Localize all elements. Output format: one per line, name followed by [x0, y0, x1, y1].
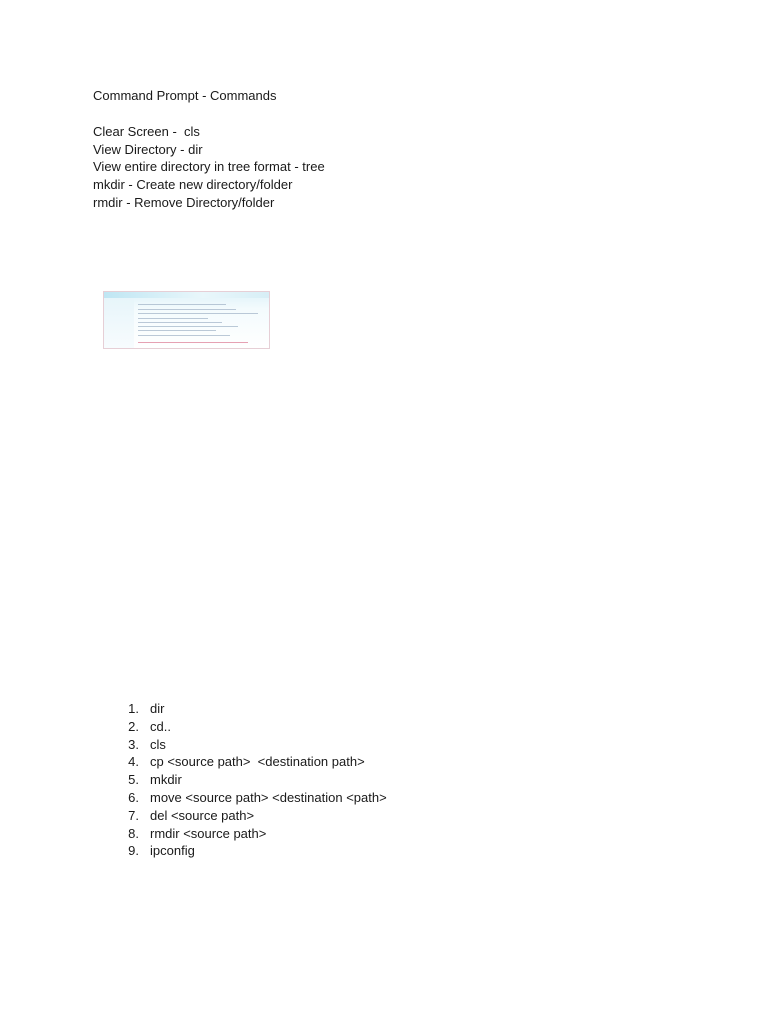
list-item-number: 1. — [128, 701, 139, 716]
list-item-number: 3. — [128, 736, 139, 752]
list-item — [110, 825, 387, 843]
list-item-text: cd.. — [150, 718, 171, 734]
thumbnail-text-line — [138, 330, 216, 331]
text-line-tree: View entire directory in tree format - tree — [93, 159, 325, 174]
text-line-rmdir: rmdir - Remove Directory/folder — [93, 195, 275, 210]
list-item-text: del <source path> — [150, 807, 255, 823]
command-list — [110, 700, 387, 860]
thumbnail-sidebar — [104, 298, 134, 349]
list-item-number: 2. — [128, 718, 139, 734]
list-item-number: 5. — [128, 772, 139, 788]
list-item-text: ipconfig — [150, 843, 195, 859]
thumbnail-text-line — [138, 322, 222, 323]
text-line-mkdir: mkdir - Create new directory/folder — [93, 177, 293, 192]
list-item — [110, 842, 387, 860]
list-item — [110, 771, 387, 789]
list-item-number: 4. — [128, 754, 139, 770]
thumbnail-text-line — [138, 326, 238, 327]
list-item-text: mkdir — [150, 772, 182, 788]
list-item — [110, 753, 387, 771]
list-item-text: dir — [150, 701, 165, 716]
list-item — [110, 789, 387, 807]
thumbnail-text-line — [138, 335, 230, 336]
list-item-text: move <source path> <destination <path> — [150, 789, 387, 805]
list-item-text: rmdir <source path> — [150, 825, 267, 841]
list-item-text: cls — [150, 736, 166, 752]
thumbnail-text-line — [138, 309, 236, 310]
list-item-number: 6. — [128, 789, 139, 805]
thumbnail-text-line — [138, 318, 208, 319]
text-line-clear-screen: Clear Screen - cls — [93, 124, 200, 139]
document-title: Command Prompt - Commands — [93, 88, 277, 103]
list-item-number: 8. — [128, 825, 139, 841]
list-item — [110, 807, 387, 825]
thumbnail-text-line — [138, 304, 226, 305]
thumbnail-text-line — [138, 313, 258, 314]
text-line-view-directory: View Directory - dir — [93, 142, 203, 157]
list-item-number: 9. — [128, 843, 139, 859]
list-item — [110, 700, 387, 718]
thumbnail-text-line-highlight — [138, 342, 248, 343]
list-item — [110, 736, 387, 754]
list-item-number: 7. — [128, 807, 139, 823]
screenshot-thumbnail — [103, 291, 270, 349]
list-item — [110, 718, 387, 736]
list-item-text: cp <source path> <destination path> — [150, 754, 365, 770]
